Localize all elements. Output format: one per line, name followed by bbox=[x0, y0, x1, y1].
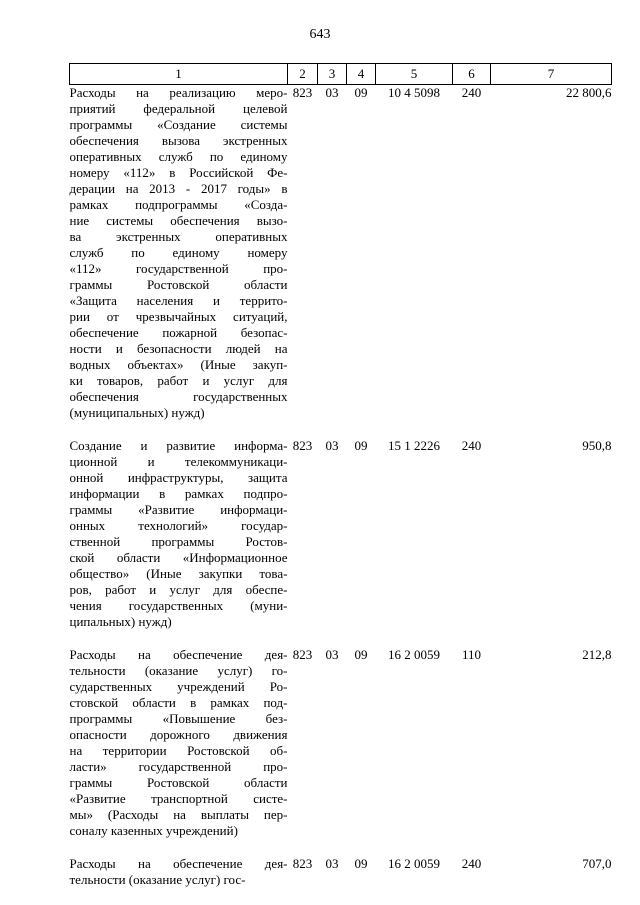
description-line: граммы «Развитие информаци- bbox=[69, 502, 288, 517]
description-line: программы «Создание системы bbox=[69, 117, 288, 132]
amount-value: 950,8 bbox=[582, 438, 612, 453]
amount-value: 707,0 bbox=[582, 856, 612, 871]
description-line: тельности (оказание услуг) го- bbox=[69, 663, 288, 678]
expense-type-code: 240 bbox=[461, 85, 482, 100]
table-body bbox=[70, 85, 612, 905]
header-col-7: 7 bbox=[491, 64, 612, 85]
section-code: 03 bbox=[325, 647, 339, 662]
description-line: граммы Ростовской области bbox=[69, 775, 288, 790]
table-row bbox=[70, 438, 612, 647]
description-line: опасности дорожного движения bbox=[69, 727, 288, 742]
description-line: тельности (оказание услуг) гос- bbox=[69, 872, 246, 887]
description-line: граммы Ростовской области bbox=[69, 277, 288, 292]
header-col-4: 4 bbox=[347, 64, 376, 85]
description-line: номеру «112» в Российской Фе- bbox=[69, 165, 288, 180]
target-article-code: 15 1 2226 bbox=[388, 438, 440, 453]
description-line: информации в рамках подпро- bbox=[69, 486, 288, 501]
description-line: онной инфраструктуры, защита bbox=[69, 470, 288, 485]
description-line: обеспечения государственных bbox=[69, 389, 288, 404]
header-col-2: 2 bbox=[288, 64, 318, 85]
description-line: «Защита населения и террито- bbox=[69, 293, 288, 308]
header-col-3: 3 bbox=[318, 64, 347, 85]
description-line: «Развитие транспортной систе- bbox=[69, 791, 288, 806]
description-line: программы «Повышение без- bbox=[69, 711, 288, 726]
expense-type-code: 240 bbox=[461, 438, 482, 453]
description-line: Расходы на обеспечение дея- bbox=[69, 647, 288, 662]
subsection-code: 09 bbox=[354, 647, 368, 662]
row-description bbox=[70, 438, 288, 647]
target-article-code: 16 2 0059 bbox=[388, 856, 440, 871]
description-line: ласти» государственной про- bbox=[69, 759, 288, 774]
description-line: сударственных учреждений Ро- bbox=[69, 679, 288, 694]
header-col-5: 5 bbox=[376, 64, 453, 85]
description-line: онных технологий» государ- bbox=[69, 518, 288, 533]
subsection-code: 09 bbox=[354, 438, 368, 453]
target-article-code: 10 4 5098 bbox=[388, 85, 440, 100]
table-row bbox=[70, 856, 612, 905]
table-row bbox=[70, 85, 612, 439]
description-line: ской области «Информационное bbox=[69, 550, 288, 565]
description-line: ние системы обеспечения вызо- bbox=[69, 213, 288, 228]
subsection-code: 09 bbox=[354, 85, 368, 100]
ministry-code: 823 bbox=[292, 856, 313, 871]
description-line: дерации на 2013 - 2017 годы» в bbox=[69, 181, 288, 196]
header-col-1: 1 bbox=[70, 64, 288, 85]
header-col-6: 6 bbox=[453, 64, 491, 85]
description-line: соналу казенных учреждений) bbox=[69, 823, 238, 838]
table-row bbox=[70, 647, 612, 856]
description-line: ности и безопасности людей на bbox=[69, 341, 288, 356]
amount-value: 212,8 bbox=[582, 647, 612, 662]
budget-table bbox=[69, 63, 612, 905]
description-line: ров, работ и услуг для обеспе- bbox=[69, 582, 288, 597]
description-line: Расходы на обеспечение дея- bbox=[69, 856, 288, 871]
description-line: служб по единому номеру bbox=[69, 245, 288, 260]
description-line: на территории Ростовской об- bbox=[69, 743, 288, 758]
description-line: водных объектах» (Иные закуп- bbox=[69, 357, 288, 372]
description-line: чения государственных (муни- bbox=[69, 598, 288, 613]
row-description bbox=[70, 85, 288, 439]
description-line: обеспечение пожарной безопас- bbox=[69, 325, 288, 340]
expense-type-code: 110 bbox=[461, 647, 482, 662]
description-line: рии от чрезвычайных ситуаций, bbox=[69, 309, 288, 324]
description-line: ва экстренных оперативных bbox=[69, 229, 288, 244]
description-line: стовской области в рамках под- bbox=[69, 695, 288, 710]
description-line: Расходы на реализацию меро- bbox=[69, 85, 288, 100]
ministry-code: 823 bbox=[292, 647, 313, 662]
description-line: «112» государственной про- bbox=[69, 261, 288, 276]
row-description bbox=[70, 647, 288, 856]
section-code: 03 bbox=[325, 85, 339, 100]
description-line: ционной и телекоммуникаци- bbox=[69, 454, 288, 469]
description-line: ственной программы Ростов- bbox=[69, 534, 288, 549]
description-line: приятий федеральной целевой bbox=[69, 101, 288, 116]
description-line: ки товаров, работ и услуг для bbox=[69, 373, 288, 388]
section-code: 03 bbox=[325, 856, 339, 871]
amount-value: 22 800,6 bbox=[566, 85, 612, 100]
ministry-code: 823 bbox=[292, 85, 313, 100]
description-line: (муниципальных) нужд) bbox=[69, 405, 205, 420]
description-line: ципальных) нужд) bbox=[69, 614, 172, 629]
section-code: 03 bbox=[325, 438, 339, 453]
description-line: оперативных служб по единому bbox=[69, 149, 288, 164]
subsection-code: 09 bbox=[354, 856, 368, 871]
ministry-code: 823 bbox=[292, 438, 313, 453]
header-row bbox=[70, 64, 612, 85]
description-line: обеспечения вызова экстренных bbox=[69, 133, 288, 148]
expense-type-code: 240 bbox=[461, 856, 482, 871]
target-article-code: 16 2 0059 bbox=[388, 647, 440, 662]
description-line: Создание и развитие информа- bbox=[69, 438, 288, 453]
row-description bbox=[70, 856, 288, 905]
description-line: рамках подпрограммы «Созда- bbox=[69, 197, 288, 212]
page-number: 643 bbox=[309, 27, 331, 42]
description-line: общество» (Иные закупки това- bbox=[69, 566, 288, 581]
description-line: мы» (Расходы на выплаты пер- bbox=[69, 807, 288, 822]
